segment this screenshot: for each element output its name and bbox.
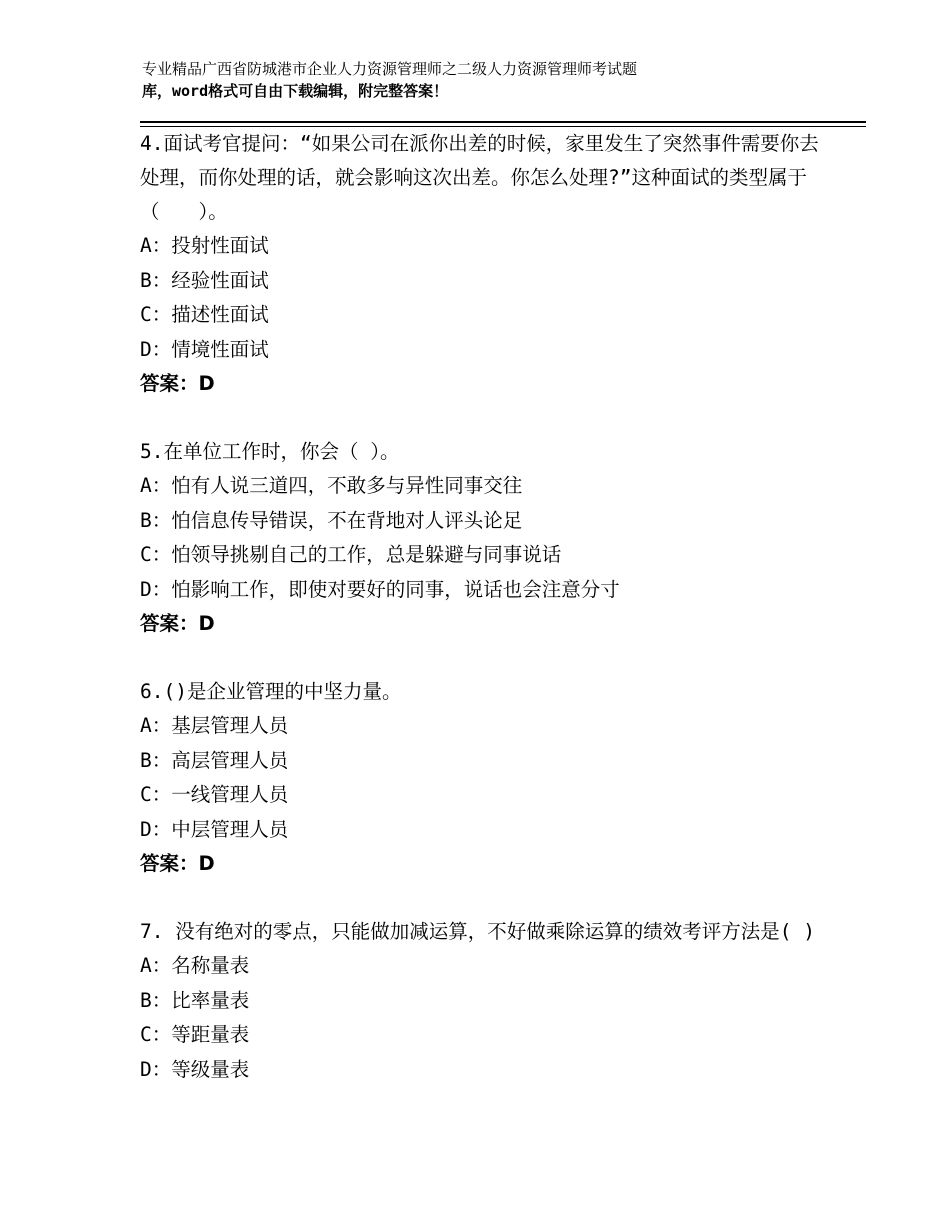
spacer [140,641,820,675]
question-stem: 6.()是企业管理的中坚力量。 [140,680,402,703]
header-line-2: 库，word格式可自由下载编辑，附完整答案！ [142,82,449,100]
option-b: B：比率量表 [140,988,250,1012]
option-c: C：一线管理人员 [140,783,289,806]
spacer [140,401,820,435]
option-d: D：情境性面试 [140,337,269,361]
answer: 答案：D [140,852,215,875]
document-header [142,58,802,102]
option-b: B：怕信息传导错误，不在背地对人评头论足 [140,508,523,532]
answer: 答案：D [140,612,215,635]
option-a: A：名称量表 [140,954,250,977]
question-stem: 4.面试考官提问：“如果公司在派你出差的时候，家里发生了突然事件需要你去处理，而你处理的话，就会影响这次出差。你怎么处理?”这种面试的类型属于（ ）。 [140,132,819,223]
question-4 [140,127,820,401]
question-list [140,127,820,1087]
option-b: B：高层管理人员 [140,748,289,772]
answer: 答案：D [140,372,215,395]
question-6 [140,675,820,881]
option-a: A：基层管理人员 [140,714,289,737]
option-d: D：中层管理人员 [140,817,289,841]
question-stem: 5.在单位工作时，你会（ ）。 [140,440,400,463]
question-stem: 7. 没有绝对的零点，只能做加减运算，不好做乘除运算的绩效考评方法是( ) [140,920,815,943]
option-a: A：投射性面试 [140,234,269,257]
header-rule-thick [140,121,866,123]
question-5 [140,435,820,641]
option-b: B：经验性面试 [140,268,269,292]
question-7 [140,915,820,1087]
option-c: C：描述性面试 [140,303,269,326]
option-c: C：等距量表 [140,1023,250,1046]
header-line-1: 专业精品广西省防城港市企业人力资源管理师之二级人力资源管理师考试题 [142,60,638,78]
option-c: C：怕领导挑剔自己的工作，总是躲避与同事说话 [140,543,562,566]
spacer [140,881,820,915]
option-a: A：怕有人说三道四，不敢多与异性同事交往 [140,474,523,497]
option-d: D：怕影响工作，即使对要好的同事，说话也会注意分寸 [140,577,620,601]
option-d: D：等级量表 [140,1057,250,1081]
